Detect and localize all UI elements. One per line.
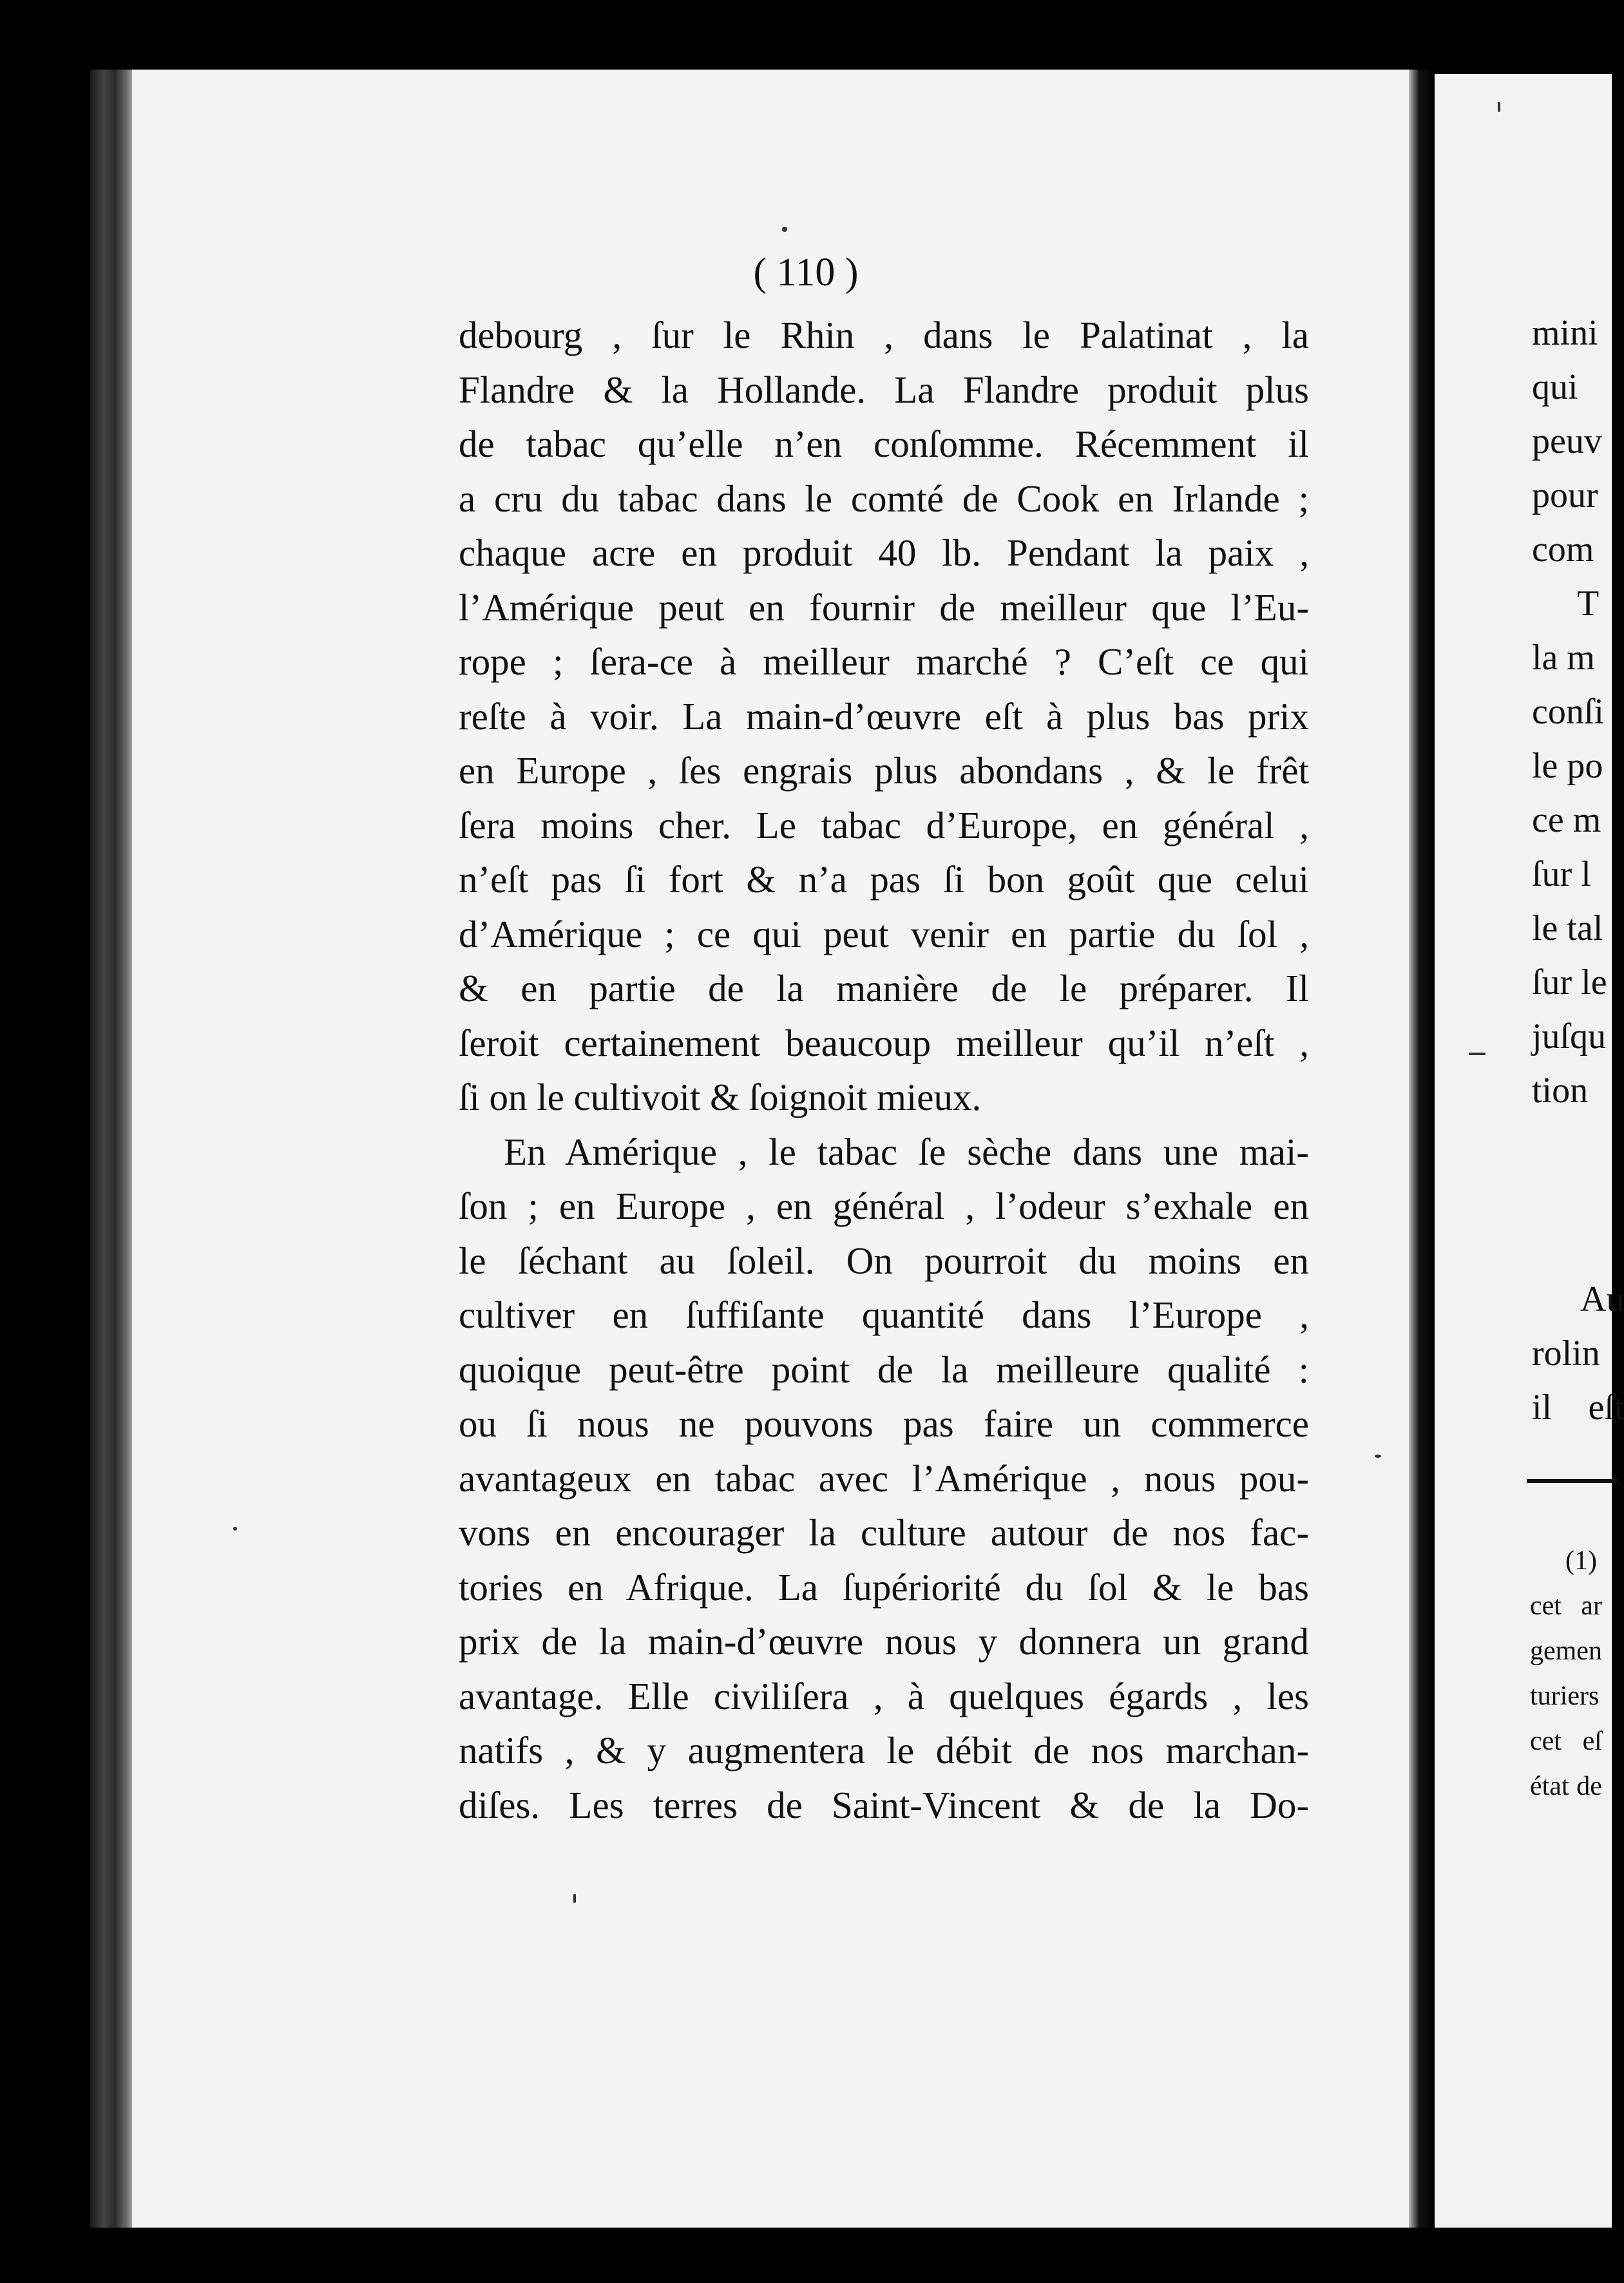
text-line: natifs , & y augmentera le débit de nos marchan- xyxy=(459,1729,1309,1772)
fragment-line: tion xyxy=(1532,1071,1589,1111)
book-binding-edge xyxy=(90,70,135,2228)
text-line: l’Amérique peut en fournir de meilleur que l’Eu- xyxy=(459,586,1309,629)
left-page-text xyxy=(459,308,1309,1832)
text-line: Flandre & la Hollande. La Flandre produit plus xyxy=(459,368,1309,411)
fragment-line: pour xyxy=(1532,475,1598,515)
fragment-line: conſi xyxy=(1532,692,1604,732)
text-line: avantageux en tabac avec l’Amérique , nous pou- xyxy=(459,1457,1309,1500)
paragraph-start-line: En Amérique , le tabac ſe sèche dans une mai- xyxy=(504,1130,1309,1173)
fragment-line: com xyxy=(1532,530,1594,569)
paper-speck xyxy=(1498,102,1500,112)
fragment-line: ce m xyxy=(1532,800,1601,840)
paper-speck xyxy=(1469,1053,1485,1055)
paper-speck xyxy=(782,227,787,232)
fragment-line: juſqu xyxy=(1532,1017,1607,1056)
text-line: tories en Afrique. La ſupériorité du ſol & le bas xyxy=(459,1565,1309,1609)
text-line: rope ; ſera-ce à meilleur marché ? C’eſt ce qui xyxy=(459,640,1309,683)
right-page-footnote-fragments xyxy=(1530,1538,1602,1809)
right-page-section-fragments xyxy=(1532,1272,1624,1435)
fragment-line: le tal xyxy=(1532,908,1603,948)
text-line: avantage. Elle civiliſera , à quelques égards , les xyxy=(459,1674,1309,1717)
text-line: de tabac qu’elle n’en conſomme. Récemment il xyxy=(459,423,1309,465)
fragment-line: rolin xyxy=(1532,1333,1600,1373)
page-number: ( 110 ) xyxy=(753,251,859,294)
text-line: chaque acre en produit 40 lb. Pendant la paix , xyxy=(459,531,1309,574)
text-line: ſon ; en Europe , en général , l’odeur s’exhale en xyxy=(459,1185,1309,1227)
footnote-line: gemen xyxy=(1530,1636,1602,1666)
fragment-line: ſur l xyxy=(1532,854,1591,894)
fragment-line: T xyxy=(1577,584,1600,624)
fragment-line: la m xyxy=(1532,638,1595,678)
fragment-line: peuv xyxy=(1532,421,1602,461)
fragment-line: il eſt xyxy=(1532,1388,1624,1428)
text-line: ſera moins cher. Le tabac d’Europe, en général , xyxy=(459,803,1309,846)
paper-speck xyxy=(1375,1455,1381,1458)
text-line: & en partie de la manière de le préparer. Il xyxy=(459,967,1309,1009)
fragment-line: qui xyxy=(1532,367,1578,407)
footnote-line: état de xyxy=(1530,1772,1602,1801)
text-line: reſte à voir. La main-d’œuvre eſt à plus bas prix xyxy=(459,694,1309,738)
text-line: a cru du tabac dans le comté de Cook en Irlande ; xyxy=(459,477,1309,520)
text-line: diſes. Les terres de Saint-Vincent & de la Do- xyxy=(459,1783,1309,1826)
fragment-line: mini xyxy=(1532,313,1598,353)
paper-speck xyxy=(233,1527,237,1531)
text-line: vons en encourager la culture autour de nos fac- xyxy=(459,1511,1309,1554)
text-line: d’Amérique ; ce qui peut venir en partie du ſol , xyxy=(459,912,1309,955)
right-page-text-fragments xyxy=(1532,306,1607,1118)
paragraph-end-line: ſi on le cultivoit & ſoignoit mieux. xyxy=(459,1076,982,1118)
text-line: quoique peut-être point de la meilleure qualité : xyxy=(459,1348,1309,1391)
footnote-line: cet ar xyxy=(1530,1591,1602,1621)
text-line: en Europe , ſes engrais plus abondans , & le frêt xyxy=(459,749,1309,792)
text-line: cultiver en ſuffiſante quantité dans l’Europe , xyxy=(459,1294,1309,1336)
text-line: le ſéchant au ſoleil. On pourroit du moins en xyxy=(459,1239,1309,1282)
footnote-marker: (1) xyxy=(1565,1546,1597,1576)
text-line: ſeroit certainement beaucoup meilleur qu’il n’eſt , xyxy=(459,1021,1309,1064)
footnote-line: turiers xyxy=(1530,1681,1600,1711)
text-line: debourg , ſur le Rhin , dans le Palatinat , la xyxy=(459,314,1309,356)
fragment-line: le po xyxy=(1532,746,1603,786)
text-line: n’eſt pas ſi fort & n’a pas ſi bon goût que celui xyxy=(459,858,1309,901)
text-line: ou ſi nous ne pouvons pas faire un commerce xyxy=(459,1402,1309,1445)
footnote-line: cet eſ xyxy=(1530,1726,1602,1756)
fragment-line: ſur le xyxy=(1532,962,1607,1002)
footnote-rule xyxy=(1527,1479,1617,1483)
page-gutter xyxy=(1409,70,1435,2228)
text-line: prix de la main-d’œuvre nous y donnera un grand xyxy=(459,1620,1309,1663)
fragment-line: Au xyxy=(1580,1279,1624,1319)
paper-speck xyxy=(573,1894,576,1903)
